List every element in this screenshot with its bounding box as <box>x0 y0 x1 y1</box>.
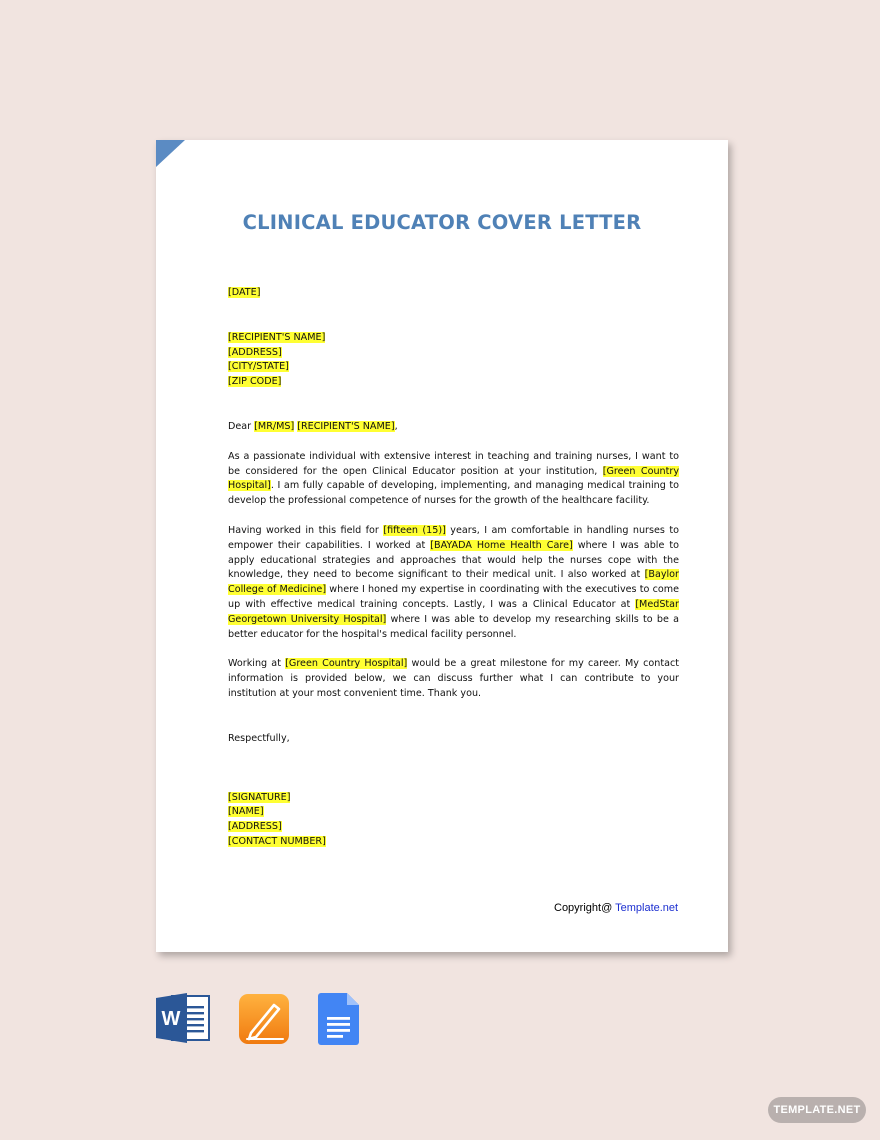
hospital-placeholder: [Green Country Hospital] <box>228 465 679 492</box>
copyright-notice: Copyright@ Template.net <box>554 902 679 914</box>
paragraph-1: As a passionate individual with extensive interest in teaching and training nurses, I want to be considered for the open Clinical Educator position at your institution, [Green Country Hospital]. I am fully capable of developing, implementing, and managing medical training to develop the professional competence of nurses for the growth of the healthcare facility. <box>228 450 679 507</box>
word-icon[interactable] <box>156 993 210 1043</box>
sender-address-placeholder: [ADDRESS] <box>228 821 282 833</box>
salutation-name-placeholder: [RECIPIENT'S NAME] <box>297 420 395 432</box>
signature-block <box>228 791 679 850</box>
document-title: CLINICAL EDUCATOR COVER LETTER <box>242 211 642 234</box>
sender-contact-placeholder: [CONTACT NUMBER] <box>228 835 326 847</box>
template-net-link[interactable]: Template.net <box>615 902 679 914</box>
corner-fold-decoration <box>156 140 185 167</box>
years-placeholder: [fifteen (15)] <box>383 524 446 536</box>
google-docs-icon[interactable] <box>318 993 360 1045</box>
recipient-address-placeholder: [ADDRESS] <box>228 346 282 358</box>
hospital-placeholder-2: [Green Country Hospital] <box>285 658 408 670</box>
recipient-name-placeholder: [RECIPIENT'S NAME] <box>228 331 326 343</box>
signature-placeholder: [SIGNATURE] <box>228 791 291 803</box>
paragraph-2: Having worked in this field for [fifteen (15)] years, I am comfortable in handling nurses to empower their capabilities. I worked at [BAYADA Home Health Care] where I was able to apply educational strategies and approaches that would help the nurses cope with the knowledge, they need to become significant to their medical unit. I also worked at [Baylor College of Medicine] where I honed my expertise in coordinating with the executives to come up with effective medical training concepts. Lastly, I was a Clinical Educator at [MedStar Georgetown University Hospital] where I was able to develop my researching skills to be a better educator for the hospital's medical facility personnel. <box>228 524 680 640</box>
employer-2-placeholder: [Baylor College of Medicine] <box>228 569 679 596</box>
pages-icon[interactable] <box>238 993 290 1045</box>
paragraph-3: Working at [Green Country Hospital] would be a great milestone for my career. My contact information is provided below, we can discuss further what I can contribute to your institution at your most convenient time. Thank you. <box>228 658 679 699</box>
svg-text:W: W <box>161 1008 181 1030</box>
letter-body <box>228 286 679 850</box>
recipient-zip-placeholder: [ZIP CODE] <box>228 376 282 388</box>
recipient-city-state-placeholder: [CITY/STATE] <box>228 361 289 373</box>
salutation: Dear [MR/MS] [RECIPIENT'S NAME], <box>228 420 398 432</box>
employer-3-placeholder: [MedStar Georgetown University Hospital] <box>228 598 679 625</box>
salutation-title-placeholder: [MR/MS] <box>254 420 295 432</box>
sender-name-placeholder: [NAME] <box>228 806 264 818</box>
closing: Respectfully, <box>228 732 290 744</box>
date-placeholder: [DATE] <box>228 287 261 298</box>
document-page <box>156 140 728 952</box>
employer-1-placeholder: [BAYADA Home Health Care] <box>430 539 573 551</box>
template-net-watermark: TEMPLATE.NET <box>768 1097 866 1123</box>
recipient-block <box>228 331 679 390</box>
